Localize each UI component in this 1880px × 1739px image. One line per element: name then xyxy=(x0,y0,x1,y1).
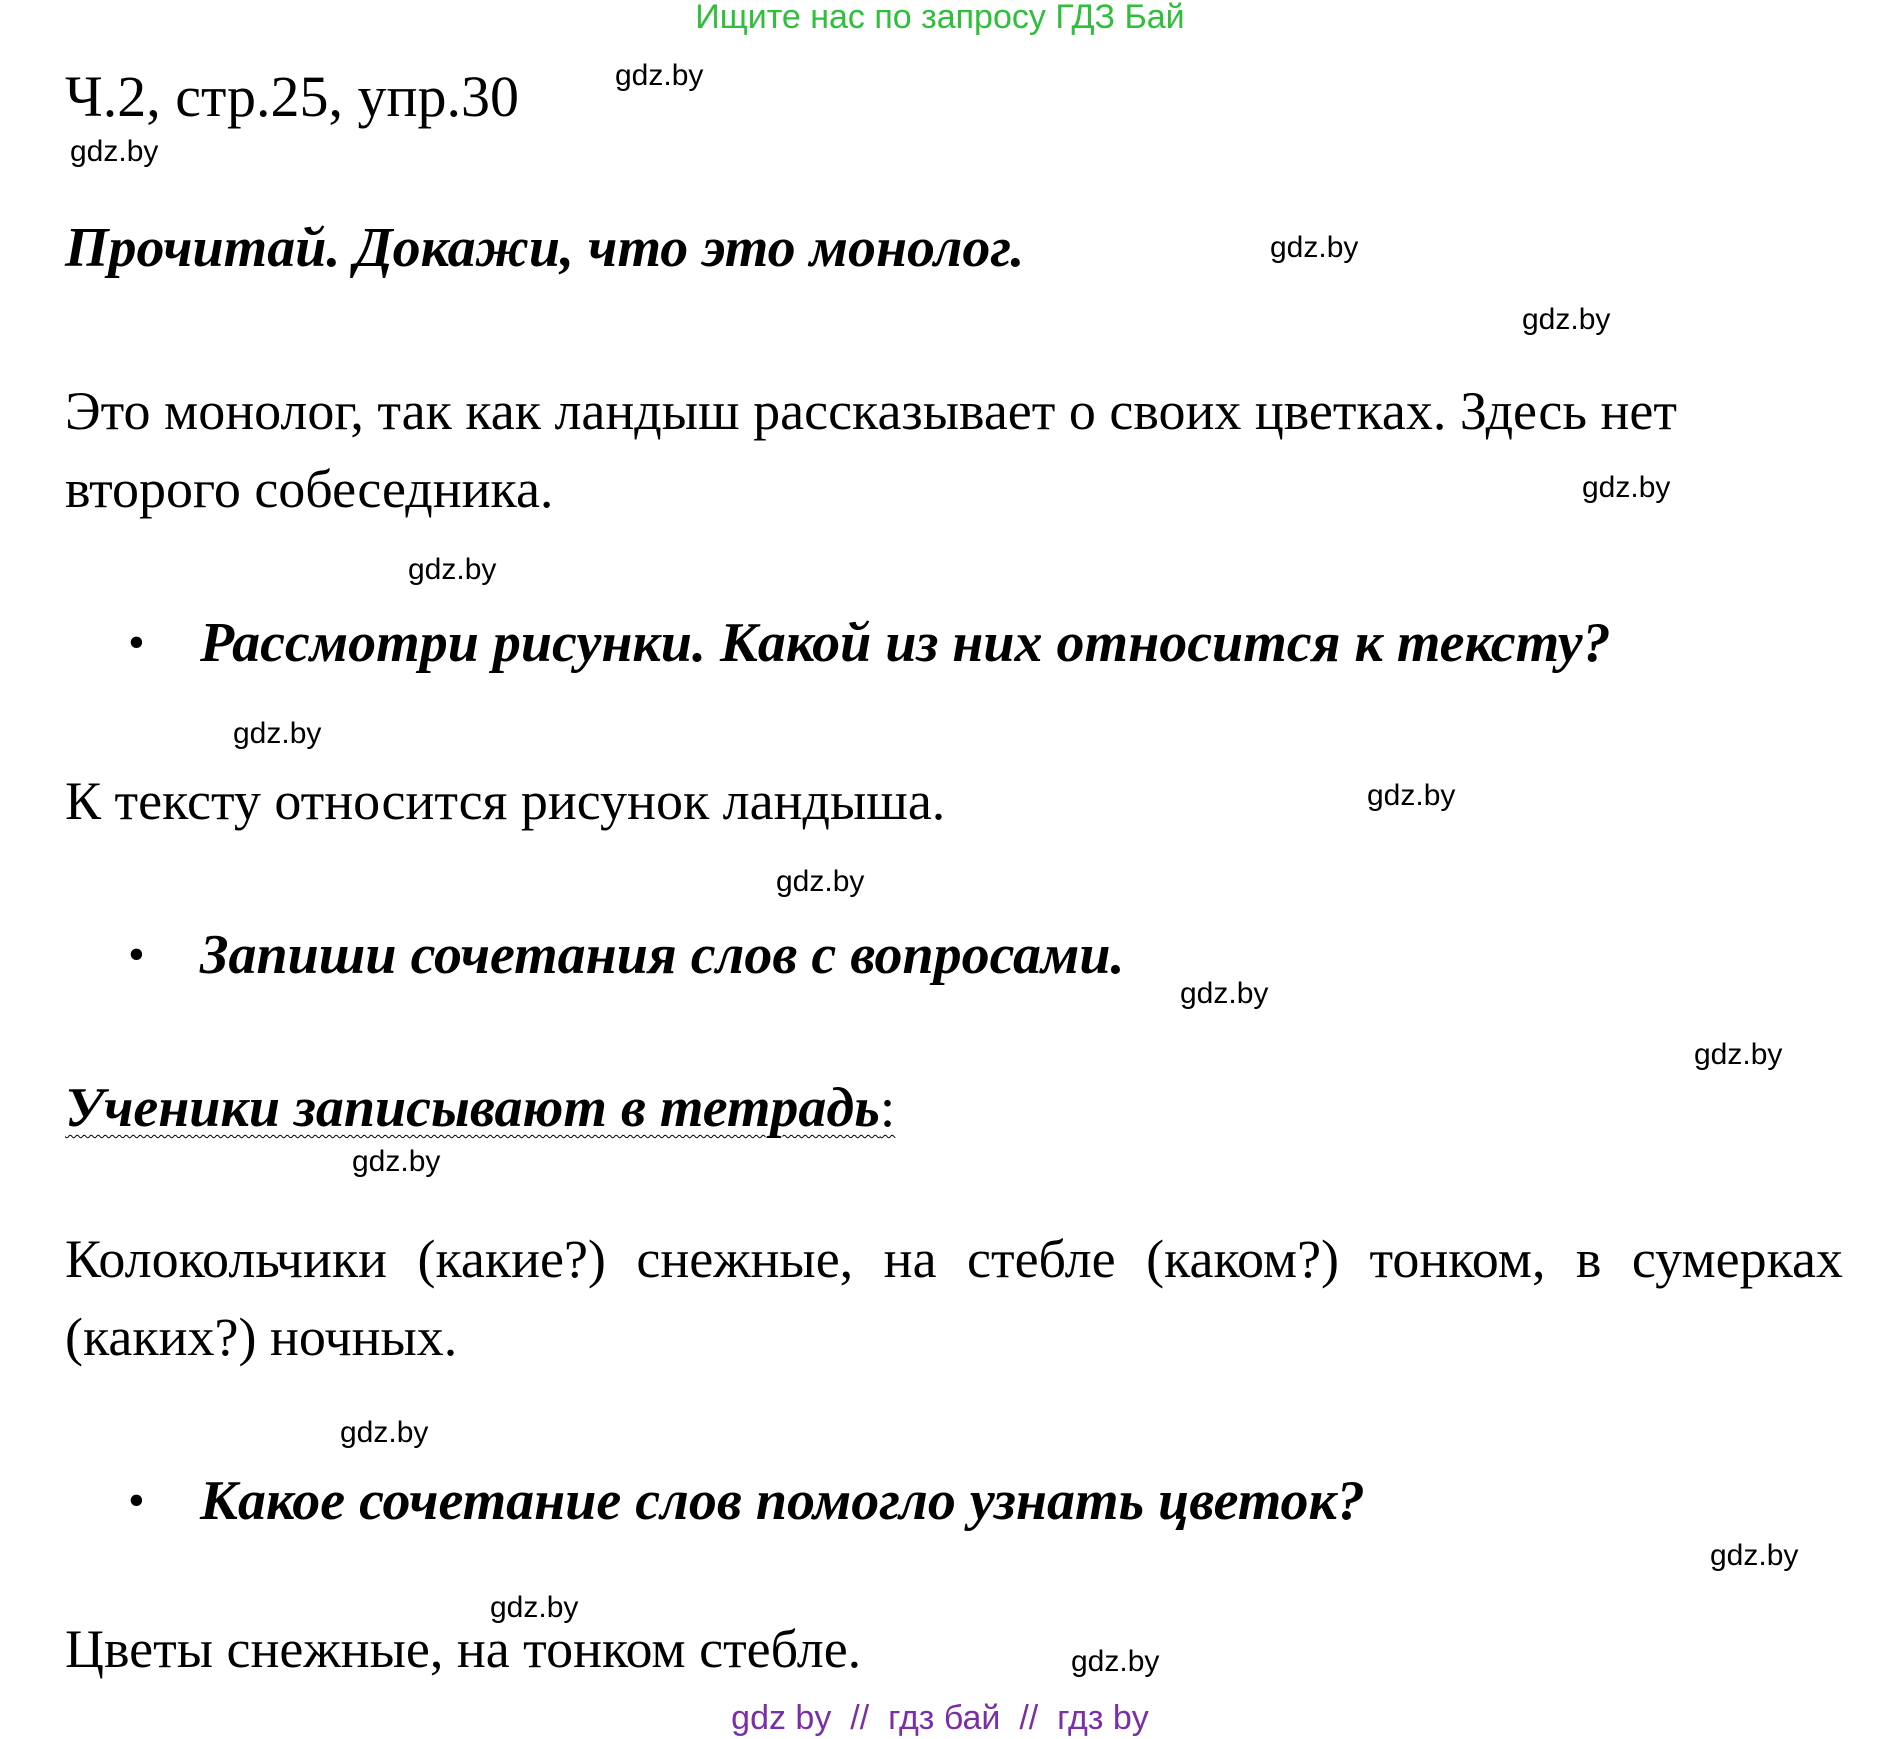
bullet-icon: • xyxy=(128,616,145,669)
answer-combinations: Колокольчики (какие?) снежные, на стебле (каком?) тонком, в сумерках (каких?) ночных. xyxy=(65,1229,1843,1367)
watermark: gdz.by xyxy=(70,135,159,168)
exercise-reference: Ч.2, стр.25, упр.30 xyxy=(65,64,520,129)
watermark: gdz.by xyxy=(615,59,704,92)
task-bullet-1: Рассмотри рисунки. Какой из них относится к тексту? xyxy=(200,612,1611,674)
watermark: gdz.by xyxy=(1710,1539,1799,1572)
footer-separator: // xyxy=(850,1699,870,1737)
watermark: gdz.by xyxy=(490,1591,579,1624)
watermark: gdz.by xyxy=(1694,1038,1783,1071)
watermark: gdz.by xyxy=(1367,779,1456,812)
footer-links xyxy=(0,1700,1880,1736)
watermark: gdz.by xyxy=(1582,471,1671,504)
watermark: gdz.by xyxy=(776,865,865,898)
notebook-heading-colon: : xyxy=(879,1077,896,1139)
footer-separator: // xyxy=(1019,1699,1039,1737)
footer-link-gdz-by[interactable]: gdz by xyxy=(731,1699,832,1737)
watermark: gdz.by xyxy=(408,553,497,586)
watermark: gdz.by xyxy=(1522,303,1611,336)
top-banner: Ищите нас по запросу ГДЗ Бай xyxy=(695,0,1185,36)
bullet-icon: • xyxy=(128,1474,145,1527)
footer-link-gdz-bai[interactable]: гдз бай xyxy=(888,1699,1001,1737)
answer-flower: Цветы снежные, на тонком стебле. xyxy=(65,1619,862,1679)
footer-link-gdz-by-cyr[interactable]: гдз by xyxy=(1057,1699,1149,1737)
task-main: Прочитай. Докажи, что это монолог. xyxy=(65,217,1025,279)
watermark: gdz.by xyxy=(1071,1645,1160,1678)
watermark: gdz.by xyxy=(340,1416,429,1449)
notebook-heading xyxy=(65,1075,895,1141)
answer-monologue: Это монолог, так как ландыш рассказывает о своих цветках. Здесь нет второго собеседника. xyxy=(65,381,1677,519)
task-bullet-2: Запиши сочетания слов с вопросами. xyxy=(200,924,1125,986)
task-bullet-3: Какое сочетание слов помогло узнать цветок? xyxy=(200,1470,1365,1532)
watermark: gdz.by xyxy=(1180,977,1269,1010)
answer-picture: К тексту относится рисунок ландыша. xyxy=(65,771,946,831)
notebook-heading-text: Ученики записывают в тетрадь xyxy=(65,1077,880,1139)
watermark: gdz.by xyxy=(1270,231,1359,264)
watermark: gdz.by xyxy=(233,717,322,750)
watermark: gdz.by xyxy=(352,1145,441,1178)
bullet-icon: • xyxy=(128,928,145,981)
